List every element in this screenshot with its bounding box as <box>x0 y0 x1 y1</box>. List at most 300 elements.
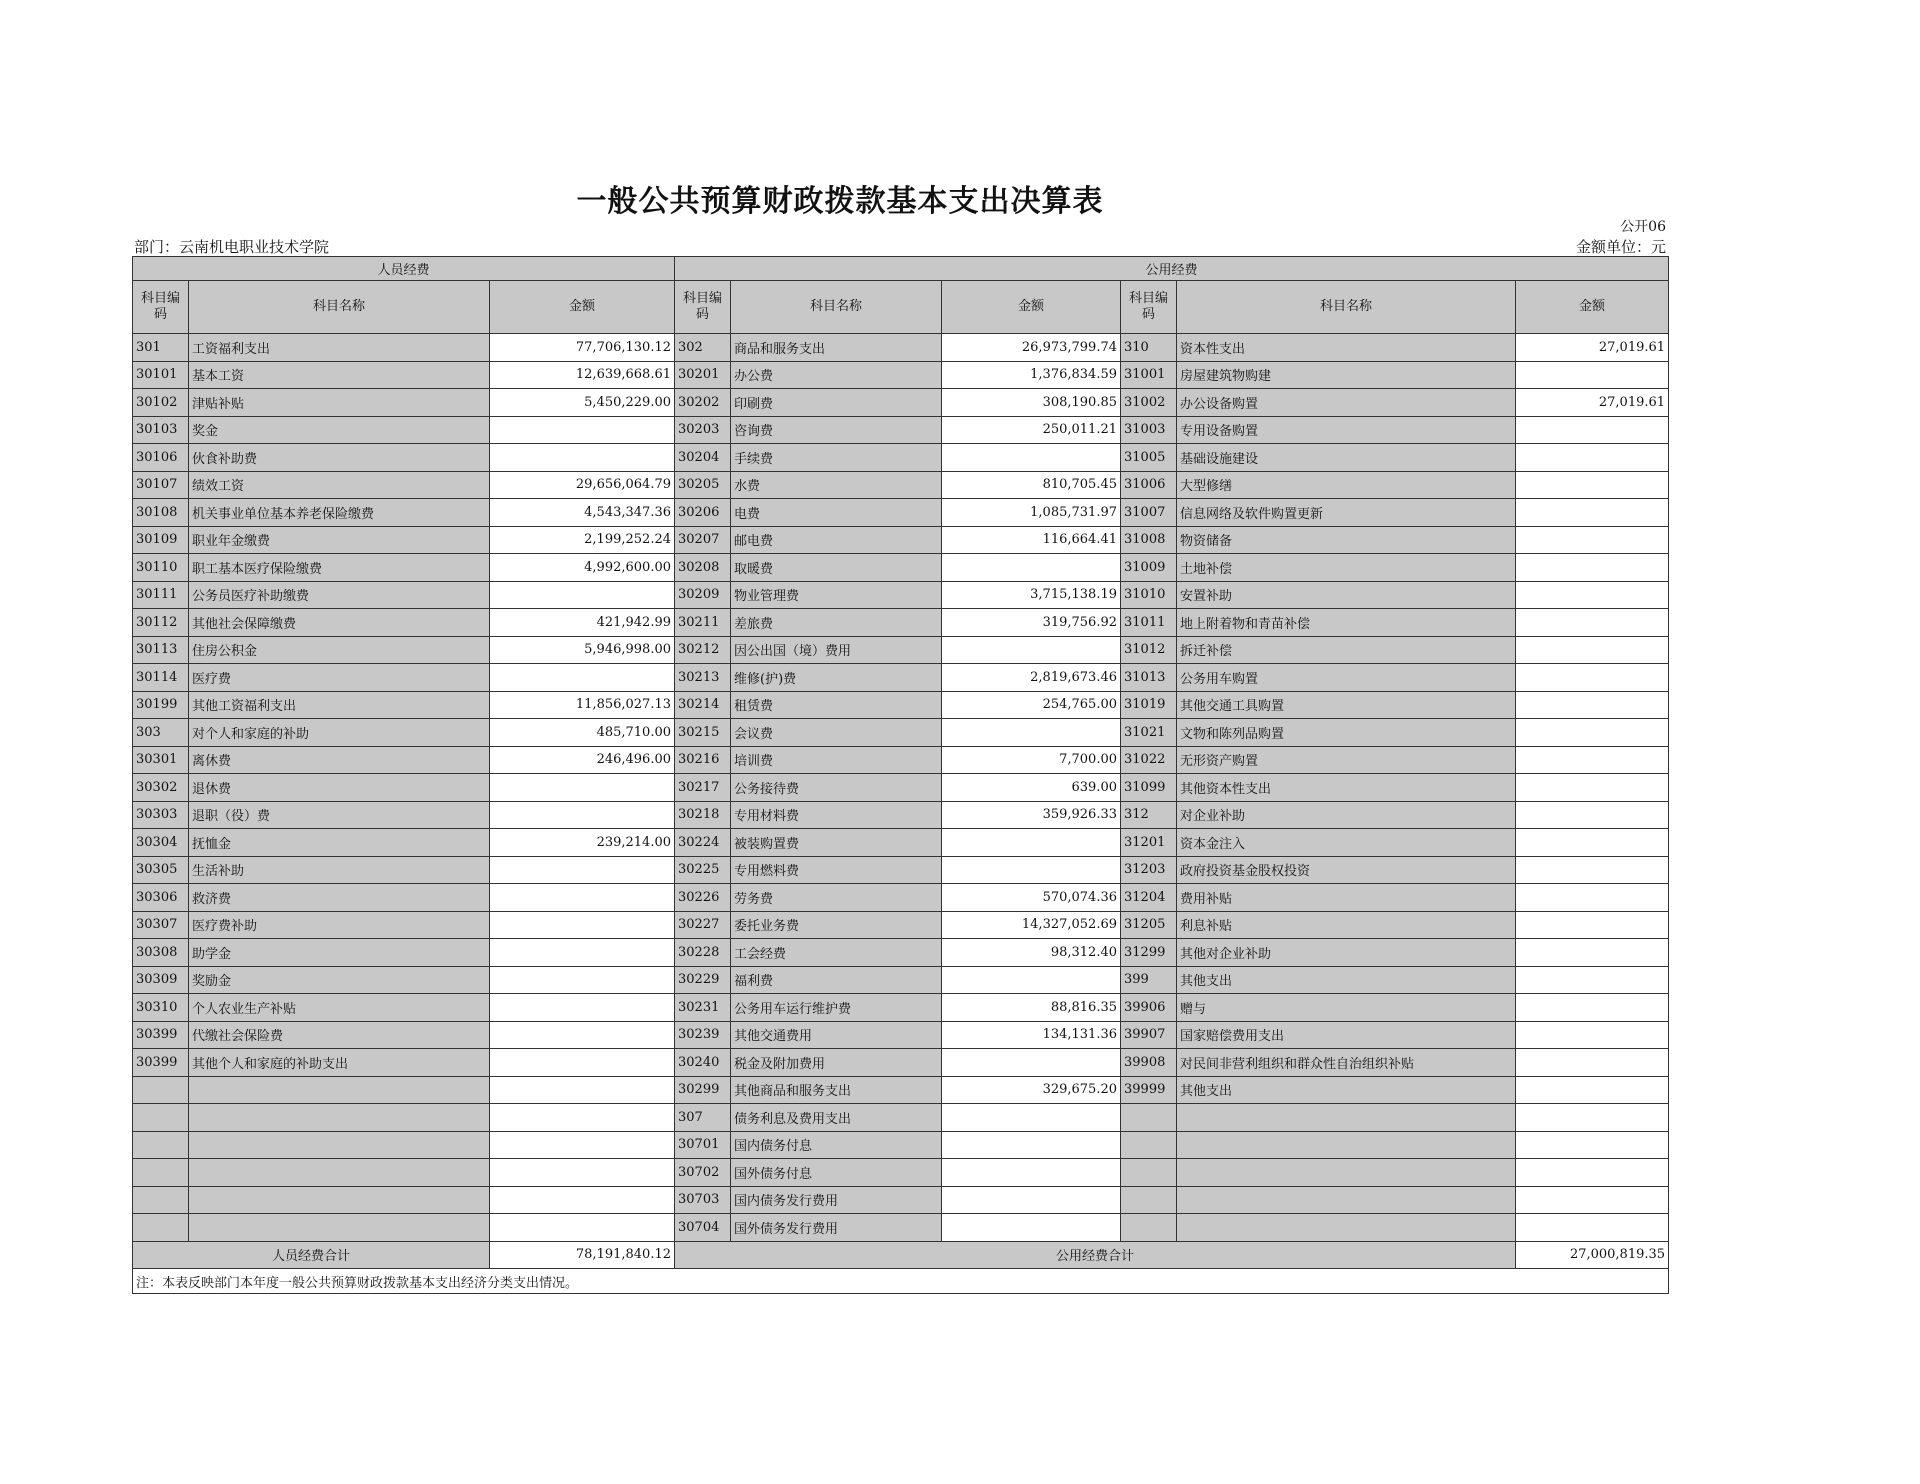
item-amount: 485,710.00 <box>490 719 675 747</box>
table-row <box>133 746 1669 774</box>
item-name: 信息网络及软件购置更新 <box>1177 499 1516 527</box>
item-name: 委托业务费 <box>731 911 942 939</box>
expenditure-table <box>132 256 1669 1294</box>
item-code: 30214 <box>675 691 731 719</box>
item-code: 31009 <box>1121 554 1177 582</box>
item-name: 离休费 <box>189 746 490 774</box>
table-row <box>133 966 1669 994</box>
item-code: 301 <box>133 334 189 362</box>
item-name <box>189 1214 490 1242</box>
table-row <box>133 444 1669 472</box>
item-amount <box>1516 966 1669 994</box>
item-code: 31099 <box>1121 774 1177 802</box>
item-amount <box>490 1131 675 1159</box>
item-code: 31201 <box>1121 829 1177 857</box>
item-amount: 319,756.92 <box>942 609 1121 637</box>
item-code: 30108 <box>133 499 189 527</box>
item-amount <box>1516 526 1669 554</box>
item-amount: 421,942.99 <box>490 609 675 637</box>
item-amount <box>1516 416 1669 444</box>
item-amount: 4,543,347.36 <box>490 499 675 527</box>
item-name: 维修(护)费 <box>731 664 942 692</box>
table-row <box>133 994 1669 1022</box>
item-name: 会议费 <box>731 719 942 747</box>
item-name: 国外债务发行费用 <box>731 1214 942 1242</box>
column-header-name: 科目名称 <box>189 281 490 334</box>
item-amount <box>942 1131 1121 1159</box>
item-amount <box>942 1104 1121 1132</box>
item-name: 其他社会保障缴费 <box>189 609 490 637</box>
item-name: 公务接待费 <box>731 774 942 802</box>
item-name: 专用材料费 <box>731 801 942 829</box>
item-name: 国内债务付息 <box>731 1131 942 1159</box>
item-code: 399 <box>1121 966 1177 994</box>
item-name: 办公费 <box>731 361 942 389</box>
item-amount <box>1516 361 1669 389</box>
item-amount <box>1516 719 1669 747</box>
item-name <box>1177 1214 1516 1242</box>
table-row <box>133 939 1669 967</box>
item-name <box>1177 1104 1516 1132</box>
item-amount <box>490 994 675 1022</box>
item-amount <box>490 1021 675 1049</box>
item-name: 抚恤金 <box>189 829 490 857</box>
item-code: 30215 <box>675 719 731 747</box>
item-code: 30114 <box>133 664 189 692</box>
item-amount: 639.00 <box>942 774 1121 802</box>
item-code: 39907 <box>1121 1021 1177 1049</box>
item-code: 30202 <box>675 389 731 417</box>
table-row <box>133 691 1669 719</box>
item-code: 31011 <box>1121 609 1177 637</box>
item-code: 30704 <box>675 1214 731 1242</box>
item-amount <box>1516 911 1669 939</box>
item-amount <box>1516 746 1669 774</box>
item-name: 对企业补助 <box>1177 801 1516 829</box>
item-name: 其他商品和服务支出 <box>731 1076 942 1104</box>
item-amount <box>942 1159 1121 1187</box>
item-name: 国家赔偿费用支出 <box>1177 1021 1516 1049</box>
item-name: 奖金 <box>189 416 490 444</box>
item-code: 30399 <box>133 1021 189 1049</box>
item-amount <box>1516 444 1669 472</box>
item-amount <box>942 1049 1121 1077</box>
item-code: 30213 <box>675 664 731 692</box>
item-code: 30227 <box>675 911 731 939</box>
item-amount <box>490 581 675 609</box>
item-amount <box>1516 691 1669 719</box>
item-name <box>189 1104 490 1132</box>
item-code: 307 <box>675 1104 731 1132</box>
item-code: 31007 <box>1121 499 1177 527</box>
table-row <box>133 389 1669 417</box>
item-amount: 29,656,064.79 <box>490 471 675 499</box>
item-code: 30206 <box>675 499 731 527</box>
item-name: 债务利息及费用支出 <box>731 1104 942 1132</box>
item-code: 31019 <box>1121 691 1177 719</box>
item-amount: 329,675.20 <box>942 1076 1121 1104</box>
item-code: 30106 <box>133 444 189 472</box>
item-code: 39908 <box>1121 1049 1177 1077</box>
item-name: 其他对企业补助 <box>1177 939 1516 967</box>
item-amount <box>490 1104 675 1132</box>
department-label: 部门：云南机电职业技术学院 <box>134 238 330 256</box>
item-amount: 7,700.00 <box>942 746 1121 774</box>
table-row <box>133 636 1669 664</box>
item-code: 30209 <box>675 581 731 609</box>
item-name <box>1177 1159 1516 1187</box>
item-name: 利息补贴 <box>1177 911 1516 939</box>
page-title: 一般公共预算财政拨款基本支出决算表 <box>576 184 1104 219</box>
item-code: 30310 <box>133 994 189 1022</box>
item-name <box>189 1131 490 1159</box>
item-code <box>133 1104 189 1132</box>
item-amount <box>1516 664 1669 692</box>
item-code: 30107 <box>133 471 189 499</box>
item-code: 30203 <box>675 416 731 444</box>
item-code: 31005 <box>1121 444 1177 472</box>
item-name: 劳务费 <box>731 884 942 912</box>
item-code: 30109 <box>133 526 189 554</box>
item-name: 住房公积金 <box>189 636 490 664</box>
item-name: 福利费 <box>731 966 942 994</box>
item-amount: 77,706,130.12 <box>490 334 675 362</box>
item-name: 工资福利支出 <box>189 334 490 362</box>
table-row <box>133 1104 1669 1132</box>
item-amount <box>490 801 675 829</box>
section-header-personnel: 人员经费 <box>133 257 675 281</box>
item-amount: 239,214.00 <box>490 829 675 857</box>
personnel-total-label: 人员经费合计 <box>133 1241 490 1269</box>
column-header-amount: 金额 <box>942 281 1121 334</box>
item-code: 303 <box>133 719 189 747</box>
column-header-code: 科目编码 <box>1121 281 1177 334</box>
item-code: 30110 <box>133 554 189 582</box>
item-code: 31002 <box>1121 389 1177 417</box>
table-row <box>133 471 1669 499</box>
item-amount <box>942 1214 1121 1242</box>
item-code: 310 <box>1121 334 1177 362</box>
item-amount: 570,074.36 <box>942 884 1121 912</box>
item-name: 伙食补助费 <box>189 444 490 472</box>
item-amount <box>490 939 675 967</box>
item-amount: 12,639,668.61 <box>490 361 675 389</box>
item-amount: 2,819,673.46 <box>942 664 1121 692</box>
item-amount <box>490 966 675 994</box>
item-name: 津贴补贴 <box>189 389 490 417</box>
item-code <box>1121 1214 1177 1242</box>
item-name: 税金及附加费用 <box>731 1049 942 1077</box>
form-number: 公开06 <box>1620 219 1666 235</box>
item-amount: 3,715,138.19 <box>942 581 1121 609</box>
item-code: 30231 <box>675 994 731 1022</box>
table-row <box>133 1186 1669 1214</box>
item-amount <box>1516 1131 1669 1159</box>
item-code <box>133 1186 189 1214</box>
item-name: 房屋建筑物购建 <box>1177 361 1516 389</box>
item-amount <box>942 966 1121 994</box>
table-row <box>133 884 1669 912</box>
item-name: 赠与 <box>1177 994 1516 1022</box>
item-amount <box>1516 1159 1669 1187</box>
item-amount <box>942 554 1121 582</box>
item-name: 物资储备 <box>1177 526 1516 554</box>
public-total-label: 公用经费合计 <box>675 1241 1516 1269</box>
item-name: 其他交通工具购置 <box>1177 691 1516 719</box>
item-name: 印刷费 <box>731 389 942 417</box>
item-code <box>133 1131 189 1159</box>
item-amount <box>490 856 675 884</box>
item-code: 30302 <box>133 774 189 802</box>
item-amount <box>1516 581 1669 609</box>
item-code: 30111 <box>133 581 189 609</box>
item-code: 30212 <box>675 636 731 664</box>
item-amount: 308,190.85 <box>942 389 1121 417</box>
item-name: 培训费 <box>731 746 942 774</box>
item-code: 30204 <box>675 444 731 472</box>
item-code: 30240 <box>675 1049 731 1077</box>
item-name: 基础设施建设 <box>1177 444 1516 472</box>
item-amount: 2,199,252.24 <box>490 526 675 554</box>
item-name: 文物和陈列品购置 <box>1177 719 1516 747</box>
table-row <box>133 719 1669 747</box>
item-name: 租赁费 <box>731 691 942 719</box>
item-name: 拆迁补偿 <box>1177 636 1516 664</box>
item-code: 31013 <box>1121 664 1177 692</box>
item-code: 30306 <box>133 884 189 912</box>
column-header-code: 科目编码 <box>133 281 189 334</box>
item-amount <box>1516 499 1669 527</box>
item-code: 30102 <box>133 389 189 417</box>
item-amount <box>490 444 675 472</box>
item-code: 30308 <box>133 939 189 967</box>
unit-label: 金额单位：元 <box>1575 238 1666 256</box>
item-code: 30207 <box>675 526 731 554</box>
item-amount <box>1516 609 1669 637</box>
table-row <box>133 581 1669 609</box>
item-name: 资本金注入 <box>1177 829 1516 857</box>
table-row <box>133 609 1669 637</box>
item-name: 取暖费 <box>731 554 942 582</box>
item-name: 代缴社会保险费 <box>189 1021 490 1049</box>
item-name: 公务用车购置 <box>1177 664 1516 692</box>
table-row <box>133 1159 1669 1187</box>
table-row <box>133 1214 1669 1242</box>
item-name: 手续费 <box>731 444 942 472</box>
item-name: 其他支出 <box>1177 966 1516 994</box>
item-amount: 26,973,799.74 <box>942 334 1121 362</box>
item-amount: 254,765.00 <box>942 691 1121 719</box>
item-amount <box>1516 774 1669 802</box>
item-amount <box>1516 994 1669 1022</box>
item-amount <box>1516 1186 1669 1214</box>
item-name <box>1177 1131 1516 1159</box>
item-name: 其他支出 <box>1177 1076 1516 1104</box>
item-code: 30201 <box>675 361 731 389</box>
item-amount <box>1516 554 1669 582</box>
item-name: 邮电费 <box>731 526 942 554</box>
column-header-code: 科目编码 <box>675 281 731 334</box>
item-code: 31203 <box>1121 856 1177 884</box>
item-amount <box>490 884 675 912</box>
table-row <box>133 911 1669 939</box>
item-name: 公务员医疗补助缴费 <box>189 581 490 609</box>
item-code: 31021 <box>1121 719 1177 747</box>
public-total-amount: 27,000,819.35 <box>1516 1241 1669 1269</box>
item-amount <box>490 1186 675 1214</box>
item-code: 30309 <box>133 966 189 994</box>
item-code: 31205 <box>1121 911 1177 939</box>
item-amount <box>942 856 1121 884</box>
item-name: 水费 <box>731 471 942 499</box>
item-code: 312 <box>1121 801 1177 829</box>
item-name: 物业管理费 <box>731 581 942 609</box>
item-name: 职业年金缴费 <box>189 526 490 554</box>
item-name: 被装购置费 <box>731 829 942 857</box>
column-header-amount: 金额 <box>1516 281 1669 334</box>
item-code: 30113 <box>133 636 189 664</box>
item-name: 助学金 <box>189 939 490 967</box>
item-code <box>1121 1131 1177 1159</box>
item-amount: 14,327,052.69 <box>942 911 1121 939</box>
item-name: 机关事业单位基本养老保险缴费 <box>189 499 490 527</box>
item-code: 30103 <box>133 416 189 444</box>
item-name: 专用燃料费 <box>731 856 942 884</box>
item-code: 31010 <box>1121 581 1177 609</box>
column-header-amount: 金额 <box>490 281 675 334</box>
column-header-name: 科目名称 <box>731 281 942 334</box>
item-code: 30211 <box>675 609 731 637</box>
item-name: 费用补贴 <box>1177 884 1516 912</box>
item-code: 30228 <box>675 939 731 967</box>
table-note: 注：本表反映部门本年度一般公共预算财政拨款基本支出经济分类支出情况。 <box>133 1269 1669 1294</box>
item-name: 大型修缮 <box>1177 471 1516 499</box>
item-name: 专用设备购置 <box>1177 416 1516 444</box>
item-name: 政府投资基金股权投资 <box>1177 856 1516 884</box>
item-code: 30216 <box>675 746 731 774</box>
item-amount <box>1516 1104 1669 1132</box>
item-code: 30112 <box>133 609 189 637</box>
item-code <box>133 1214 189 1242</box>
item-code: 30703 <box>675 1186 731 1214</box>
item-name: 退职（役）费 <box>189 801 490 829</box>
item-amount <box>942 636 1121 664</box>
item-name: 其他工资福利支出 <box>189 691 490 719</box>
item-code: 30101 <box>133 361 189 389</box>
item-name: 差旅费 <box>731 609 942 637</box>
item-code: 30217 <box>675 774 731 802</box>
item-amount <box>490 1076 675 1104</box>
item-amount: 250,011.21 <box>942 416 1121 444</box>
personnel-total-amount: 78,191,840.12 <box>490 1241 675 1269</box>
item-amount: 1,085,731.97 <box>942 499 1121 527</box>
item-code: 30218 <box>675 801 731 829</box>
item-amount: 359,926.33 <box>942 801 1121 829</box>
table-row <box>133 829 1669 857</box>
table-row <box>133 774 1669 802</box>
item-name <box>1177 1186 1516 1214</box>
item-name: 其他交通费用 <box>731 1021 942 1049</box>
item-name: 工会经费 <box>731 939 942 967</box>
item-name <box>189 1159 490 1187</box>
table-row <box>133 1049 1669 1077</box>
table-row <box>133 1131 1669 1159</box>
item-code: 31299 <box>1121 939 1177 967</box>
item-amount <box>1516 1214 1669 1242</box>
item-name: 资本性支出 <box>1177 334 1516 362</box>
table-row <box>133 334 1669 362</box>
item-amount <box>1516 939 1669 967</box>
item-amount <box>1516 829 1669 857</box>
item-code: 30299 <box>675 1076 731 1104</box>
item-amount <box>1516 1076 1669 1104</box>
table-row <box>133 416 1669 444</box>
item-code: 30239 <box>675 1021 731 1049</box>
item-code: 30701 <box>675 1131 731 1159</box>
item-name <box>189 1076 490 1104</box>
item-code: 30229 <box>675 966 731 994</box>
item-amount: 27,019.61 <box>1516 389 1669 417</box>
item-amount: 810,705.45 <box>942 471 1121 499</box>
item-code <box>1121 1104 1177 1132</box>
table-row <box>133 499 1669 527</box>
item-name: 对民间非营利组织和群众性自治组织补贴 <box>1177 1049 1516 1077</box>
item-amount: 134,131.36 <box>942 1021 1121 1049</box>
item-name: 其他个人和家庭的补助支出 <box>189 1049 490 1077</box>
item-name <box>189 1186 490 1214</box>
item-amount <box>490 774 675 802</box>
item-amount: 116,664.41 <box>942 526 1121 554</box>
item-amount <box>490 911 675 939</box>
item-name: 奖励金 <box>189 966 490 994</box>
item-amount <box>942 444 1121 472</box>
item-amount <box>1516 1021 1669 1049</box>
item-name: 其他资本性支出 <box>1177 774 1516 802</box>
item-amount <box>490 1159 675 1187</box>
item-name: 土地补偿 <box>1177 554 1516 582</box>
item-code: 31008 <box>1121 526 1177 554</box>
item-amount: 27,019.61 <box>1516 334 1669 362</box>
table-row <box>133 1021 1669 1049</box>
item-code: 30225 <box>675 856 731 884</box>
item-amount: 5,450,229.00 <box>490 389 675 417</box>
item-amount <box>942 1186 1121 1214</box>
item-name: 电费 <box>731 499 942 527</box>
item-name: 因公出国（境）费用 <box>731 636 942 664</box>
item-name: 公务用车运行维护费 <box>731 994 942 1022</box>
item-name: 地上附着物和青苗补偿 <box>1177 609 1516 637</box>
item-code: 39906 <box>1121 994 1177 1022</box>
item-amount <box>1516 856 1669 884</box>
item-name: 医疗费 <box>189 664 490 692</box>
item-code <box>1121 1186 1177 1214</box>
item-amount <box>490 416 675 444</box>
item-amount: 1,376,834.59 <box>942 361 1121 389</box>
item-code: 30226 <box>675 884 731 912</box>
table-row <box>133 1076 1669 1104</box>
table-row <box>133 361 1669 389</box>
item-code: 31012 <box>1121 636 1177 664</box>
item-code: 31001 <box>1121 361 1177 389</box>
item-amount: 98,312.40 <box>942 939 1121 967</box>
totals-row <box>133 1241 1669 1269</box>
item-amount <box>1516 801 1669 829</box>
section-header-public: 公用经费 <box>675 257 1669 281</box>
item-code: 31006 <box>1121 471 1177 499</box>
item-amount <box>942 719 1121 747</box>
item-code <box>133 1159 189 1187</box>
item-code: 302 <box>675 334 731 362</box>
